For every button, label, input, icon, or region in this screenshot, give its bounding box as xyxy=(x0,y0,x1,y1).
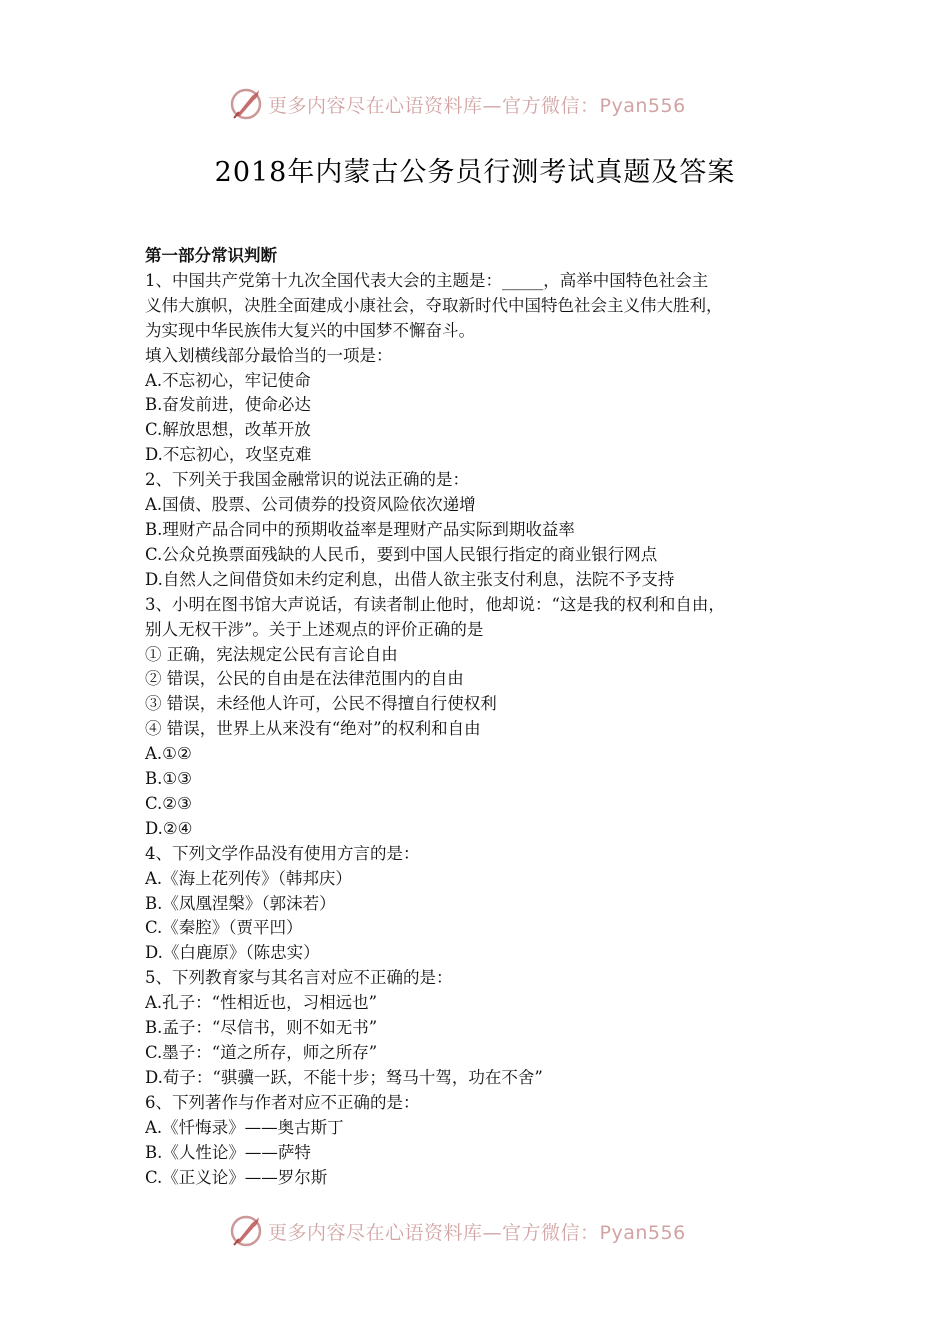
quill-pen-logo-icon xyxy=(228,1213,264,1249)
section-heading: 第一部分常识判断 xyxy=(145,246,277,265)
body-text-line: 6、下列著作与作者对应不正确的是： xyxy=(145,1092,420,1112)
body-text-line: A.不忘初心，牢记使命 xyxy=(145,370,311,390)
body-text-line: 义伟大旗帜，决胜全面建成小康社会，夺取新时代中国特色社会主义伟大胜利， xyxy=(145,295,723,315)
body-text-line: D.不忘初心，攻坚克难 xyxy=(145,445,312,465)
body-text-line: 4、下列文学作品没有使用方言的是： xyxy=(145,843,420,863)
body-text-line: C.《正义论》——罗尔斯 xyxy=(145,1167,328,1187)
quill-pen-logo-icon xyxy=(228,86,264,122)
body-text-line: 3、小明在图书馆大声说话，有读者制止他时，他却说：“这是我的权利和自由， xyxy=(145,594,725,614)
header-watermark-text: 更多内容尽在心语资料库—官方微信：Pyan556 xyxy=(268,94,686,117)
body-text-line: D.《白鹿原》（陈忠实） xyxy=(145,943,320,963)
body-text-line: C.解放思想，改革开放 xyxy=(145,420,311,440)
body-text-line: 为实现中华民族伟大复兴的中国梦不懈奋斗。 xyxy=(145,320,475,340)
body-text-line: C.墨子：“道之所存，师之所存” xyxy=(145,1043,378,1062)
body-text-line: A.《忏悔录》——奥古斯丁 xyxy=(145,1117,344,1137)
body-text-line: B.奋发前进，使命必达 xyxy=(145,395,311,415)
body-text-line: D.②④ xyxy=(145,818,193,838)
header-watermark-banner xyxy=(228,86,686,122)
body-text-line: 别人无权干涉”。关于上述观点的评价正确的是 xyxy=(145,619,484,639)
document-title: 2018年内蒙古公务员行测考试真题及答案 xyxy=(214,157,736,188)
body-text-line: ③ 错误，未经他人许可，公民不得擅自行使权利 xyxy=(145,694,497,714)
body-text-line: ④ 错误，世界上从来没有“绝对”的权利和自由 xyxy=(145,719,481,739)
body-text-line: 2、下列关于我国金融常识的说法正确的是： xyxy=(145,470,469,490)
body-text-line: 5、下列教育家与其名言对应不正确的是： xyxy=(145,968,453,988)
body-text-line: B.《人性论》——萨特 xyxy=(145,1142,311,1162)
body-text-line: D.荀子：“骐骥一跃，不能十步；驽马十驾，功在不舍” xyxy=(145,1067,543,1087)
body-text-line: B.孟子：“尽信书，则不如无书” xyxy=(145,1018,378,1038)
body-text-line: B.①③ xyxy=(145,769,192,789)
body-text-line: C.公众兑换票面残缺的人民币，要到中国人民银行指定的商业银行网点 xyxy=(145,544,658,564)
body-text-line: B.理财产品合同中的预期收益率是理财产品实际到期收益率 xyxy=(145,519,575,539)
footer-watermark-text: 更多内容尽在心语资料库—官方微信：Pyan556 xyxy=(268,1221,686,1244)
body-text-line: A.①② xyxy=(145,744,192,764)
footer-watermark-banner xyxy=(228,1213,686,1249)
body-text-line: D.自然人之间借贷如未约定利息，出借人欲主张支付利息，法院不予支持 xyxy=(145,569,675,589)
body-text-line: C.②③ xyxy=(145,793,192,813)
body-text-line: 1、中国共产党第十九次全国代表大会的主题是：_____，高举中国特色社会主 xyxy=(145,270,709,290)
body-text-line: B.《凤凰涅槃》（郭沫若） xyxy=(145,893,336,913)
body-text-line: ① 正确，宪法规定公民有言论自由 xyxy=(145,644,398,664)
body-text-line: ② 错误，公民的自由是在法律范围内的自由 xyxy=(145,669,464,689)
document-body xyxy=(145,244,825,1190)
body-text-line: 填入划横线部分最恰当的一项是： xyxy=(145,345,393,365)
body-text-line: A.孔子：“性相近也，习相远也” xyxy=(145,993,378,1013)
body-text-line: A.《海上花列传》（韩邦庆） xyxy=(145,868,352,888)
body-text-line: A.国债、股票、公司债券的投资风险依次递增 xyxy=(145,495,476,515)
body-text-line: C.《秦腔》（贾平凹） xyxy=(145,918,303,938)
